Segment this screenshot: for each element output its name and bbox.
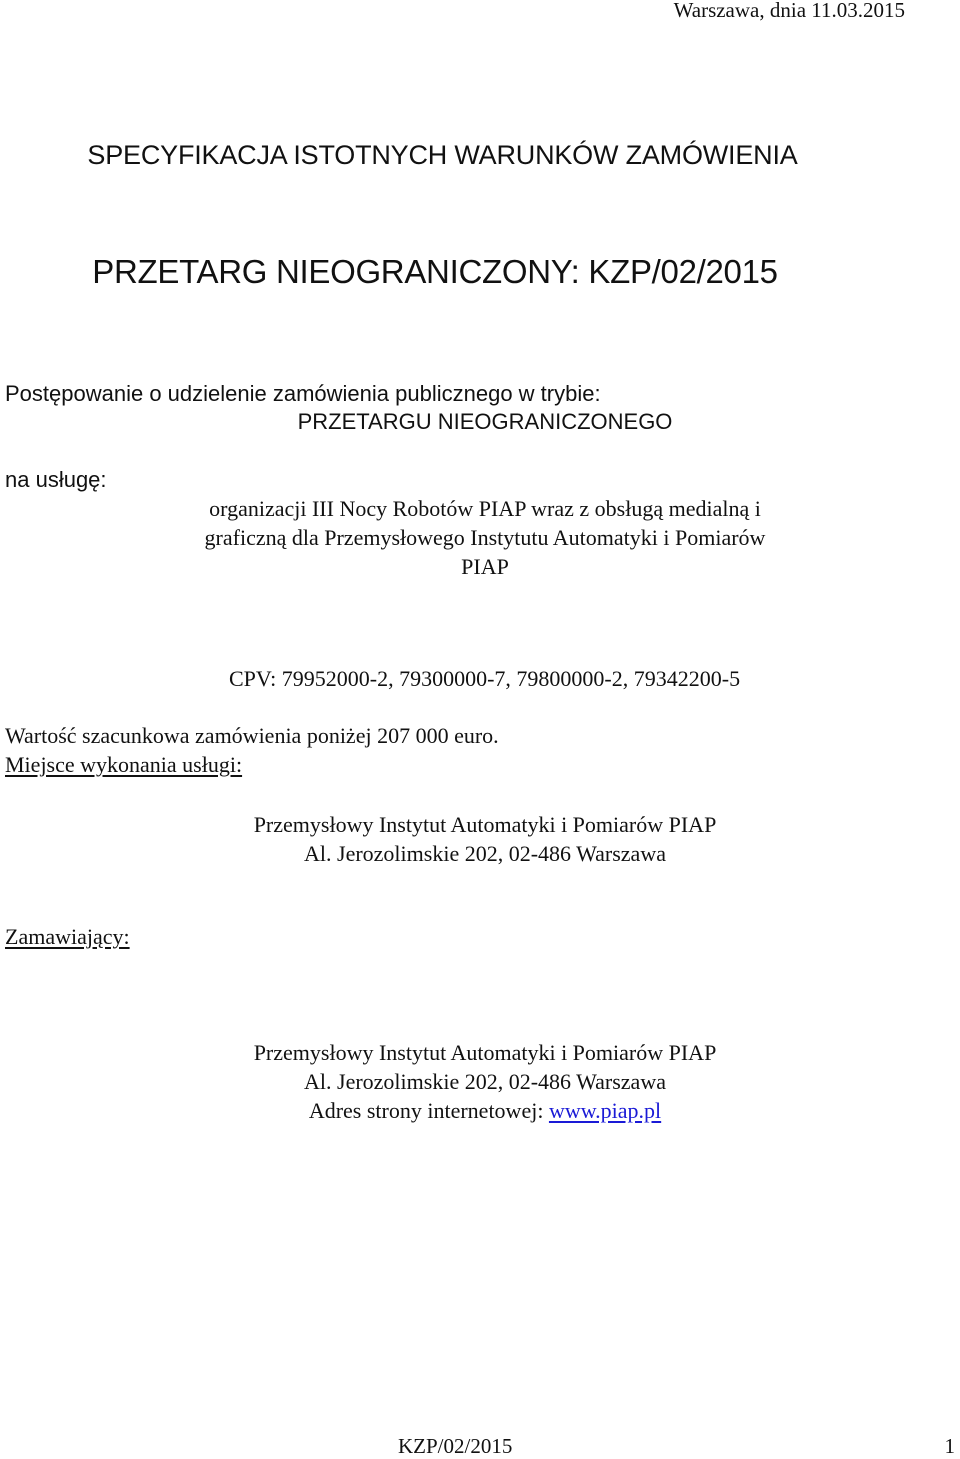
orderer-institute-name: Przemysłowy Instytut Automatyki i Pomiarów PIAP <box>253 1040 717 1065</box>
orderer-address-block <box>200 1038 770 1125</box>
website-link[interactable]: www.piap.pl <box>548 1098 662 1123</box>
place-label: Miejsce wykonania usługi: <box>5 752 243 777</box>
procedure-mode: PRZETARGU NIEOGRANICZONEGO <box>297 409 673 434</box>
service-label: na usługę: <box>5 467 107 492</box>
tender-subtitle: PRZETARG NIEOGRANICZONY: KZP/02/2015 <box>92 253 778 290</box>
service-description: organizacji III Nocy Robotów PIAP wraz z obsługą medialną i graficzną dla Przemysłowego Instytutu Automatyki i Pomiarów PIAP <box>204 496 766 579</box>
procedure-label: Postępowanie o udzielenie zamówienia publicznego w trybie: <box>5 381 601 406</box>
place-institute-name: Przemysłowy Instytut Automatyki i Pomiarów PIAP <box>253 812 717 837</box>
footer-reference: KZP/02/2015 <box>398 1434 513 1458</box>
place-street-address: Al. Jerozolimskie 202, 02-486 Warszawa <box>304 841 666 866</box>
document-date: Warszawa, dnia 11.03.2015 <box>673 0 905 22</box>
orderer-label: Zamawiający: <box>5 924 130 949</box>
estimated-value: Wartość szacunkowa zamówienia poniżej 207 000 euro. <box>5 723 499 748</box>
place-address-block <box>200 810 770 868</box>
cpv-codes: CPV: 79952000-2, 79300000-7, 79800000-2, 79342200-5 <box>229 666 741 691</box>
document-title: SPECYFIKACJA ISTOTNYCH WARUNKÓW ZAMÓWIENIA <box>87 140 798 170</box>
orderer-street-address: Al. Jerozolimskie 202, 02-486 Warszawa <box>304 1069 666 1094</box>
orderer-website-line <box>200 1096 770 1125</box>
website-prefix: Adres strony internetowej: <box>308 1098 549 1123</box>
page-number: 1 <box>944 1434 955 1458</box>
